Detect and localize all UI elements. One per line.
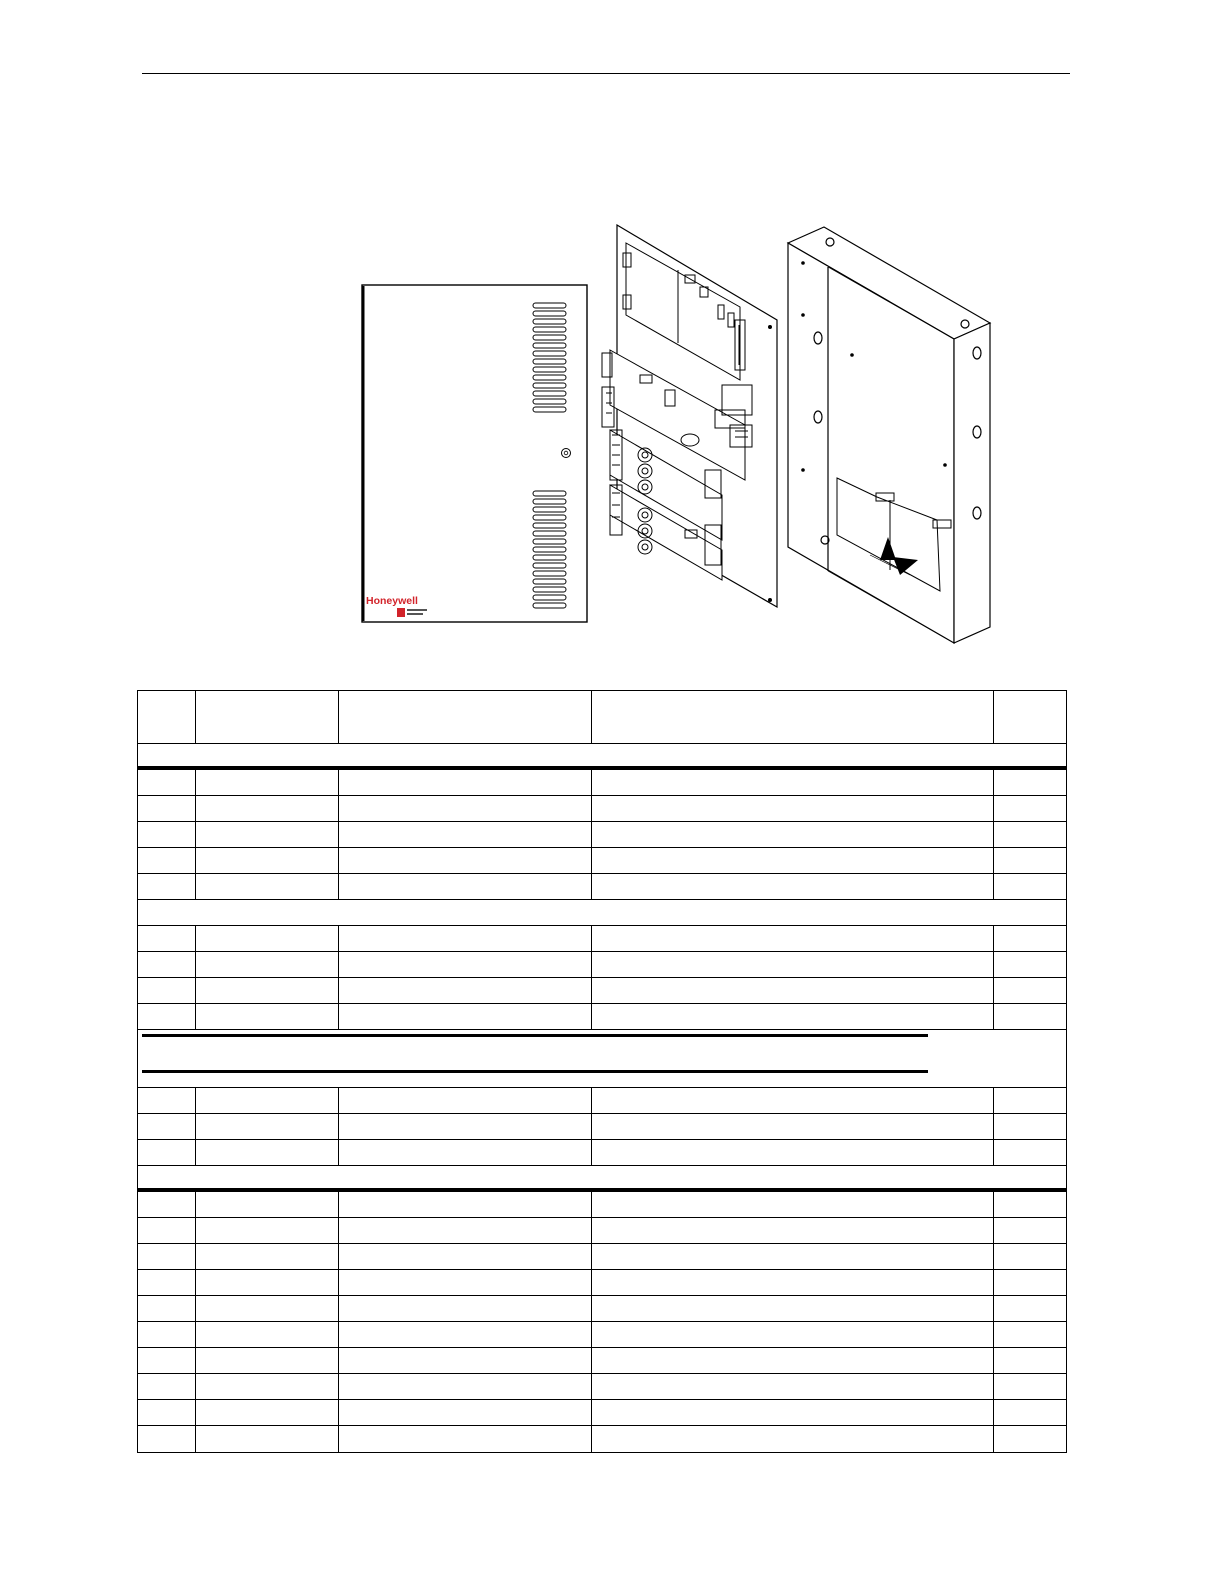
table-cell: [994, 952, 1066, 977]
table-row: [138, 1140, 1066, 1166]
table-cell: [592, 1192, 994, 1217]
table-row: [138, 1348, 1066, 1374]
table-cell: [994, 926, 1066, 951]
table-row: [138, 1192, 1066, 1218]
table-cell: [592, 1296, 994, 1321]
table-cell: [196, 822, 339, 847]
table-cell: [138, 1244, 196, 1269]
table-cell: [592, 1114, 994, 1139]
column-header: [592, 691, 994, 743]
table-cell: [592, 1140, 994, 1165]
table-cell: [994, 1348, 1066, 1373]
table-cell: [196, 1114, 339, 1139]
table-cell: [592, 1004, 994, 1029]
table-cell: [196, 1400, 339, 1425]
table-cell: [138, 1192, 196, 1217]
table-cell: [339, 1088, 592, 1113]
table-cell: [138, 1114, 196, 1139]
table-cell: [994, 1400, 1066, 1425]
table-cell: [339, 770, 592, 795]
table-cell: [339, 848, 592, 873]
table-cell: [196, 1088, 339, 1113]
table-cell: [592, 796, 994, 821]
enclosure-illustration: [340, 215, 1020, 655]
note-rule-top: [142, 1034, 928, 1037]
table-cell: [592, 770, 994, 795]
backplate-with-boards: [602, 225, 777, 607]
table-cell: [592, 926, 994, 951]
table-row: [138, 822, 1066, 848]
table-cell: [592, 1218, 994, 1243]
table-cell: [138, 978, 196, 1003]
table-cell: [138, 822, 196, 847]
table-cell: [339, 1296, 592, 1321]
table-cell: [339, 1004, 592, 1029]
table-row: [138, 1270, 1066, 1296]
table-cell: [138, 952, 196, 977]
table-cell: [339, 1270, 592, 1295]
table-cell: [994, 1296, 1066, 1321]
table-cell: [339, 952, 592, 977]
backbox: [788, 227, 990, 643]
table-cell: [994, 1270, 1066, 1295]
table-cell: [196, 1218, 339, 1243]
table-cell: [339, 1426, 592, 1452]
table-cell: [339, 978, 592, 1003]
table-cell: [994, 848, 1066, 873]
table-cell: [138, 1140, 196, 1165]
table-cell: [592, 1400, 994, 1425]
table-cell: [994, 1322, 1066, 1347]
column-header: [994, 691, 1066, 743]
table-cell: [138, 1296, 196, 1321]
column-header: [138, 691, 196, 743]
table-cell: [138, 1374, 196, 1399]
table-cell: [138, 1348, 196, 1373]
table-row: [138, 874, 1066, 900]
table-cell: [339, 926, 592, 951]
table-cell: [339, 1400, 592, 1425]
table-cell: [994, 1088, 1066, 1113]
enclosure-door: [362, 285, 587, 622]
header-rule: [142, 73, 1070, 74]
table-cell: [994, 1218, 1066, 1243]
section-heading-row: [138, 744, 1066, 770]
table-cell: [592, 874, 994, 899]
table-cell: [994, 1004, 1066, 1029]
table-row: [138, 926, 1066, 952]
table-cell: [592, 978, 994, 1003]
table-cell: [196, 770, 339, 795]
table-row: [138, 848, 1066, 874]
table-cell: [592, 822, 994, 847]
table-row: [138, 1322, 1066, 1348]
table-cell: [196, 1004, 339, 1029]
table-row: [138, 1218, 1066, 1244]
table-row: [138, 1426, 1066, 1452]
table-cell: [196, 1192, 339, 1217]
table-cell: [196, 952, 339, 977]
table-cell: [196, 1140, 339, 1165]
table-cell: [592, 1348, 994, 1373]
note-block: [138, 1030, 1066, 1088]
table-row: [138, 1004, 1066, 1030]
table-cell: [138, 1218, 196, 1243]
table-cell: [339, 1244, 592, 1269]
table-cell: [339, 796, 592, 821]
note-rule-bottom: [142, 1070, 928, 1073]
table-cell: [196, 1426, 339, 1452]
table-row: [138, 1088, 1066, 1114]
table-row: [138, 1296, 1066, 1322]
table-row: [138, 1400, 1066, 1426]
table-cell: [592, 1426, 994, 1452]
table-row: [138, 770, 1066, 796]
table-cell: [339, 1374, 592, 1399]
table-cell: [994, 1192, 1066, 1217]
table-cell: [592, 1088, 994, 1113]
table-cell: [339, 1348, 592, 1373]
table-cell: [138, 1322, 196, 1347]
table-cell: [138, 1270, 196, 1295]
table-cell: [339, 1218, 592, 1243]
table-cell: [994, 1140, 1066, 1165]
table-cell: [994, 1374, 1066, 1399]
table-cell: [196, 1348, 339, 1373]
section-heading-row: [138, 1166, 1066, 1192]
section-heading-row: [138, 900, 1066, 926]
enclosure-exploded-figure: [340, 215, 1020, 655]
table-cell: [994, 770, 1066, 795]
table-cell: [196, 1270, 339, 1295]
table-cell: [196, 796, 339, 821]
table-row: [138, 1374, 1066, 1400]
table-cell: [994, 874, 1066, 899]
table-cell: [339, 822, 592, 847]
table-cell: [138, 1400, 196, 1425]
table-row: [138, 796, 1066, 822]
svg-text:Honeywell: Honeywell: [366, 595, 418, 607]
table-cell: [138, 1088, 196, 1113]
table-cell: [339, 1114, 592, 1139]
table-cell: [339, 874, 592, 899]
table-cell: [994, 822, 1066, 847]
table-row: [138, 952, 1066, 978]
parts-table: [137, 690, 1067, 1453]
table-cell: [196, 1374, 339, 1399]
column-header: [196, 691, 339, 743]
table-cell: [592, 952, 994, 977]
table-cell: [138, 770, 196, 795]
table-cell: [196, 926, 339, 951]
table-cell: [196, 848, 339, 873]
table-cell: [339, 1192, 592, 1217]
table-cell: [339, 1140, 592, 1165]
table-row: [138, 1244, 1066, 1270]
table-cell: [339, 1322, 592, 1347]
table-cell: [138, 796, 196, 821]
table-cell: [592, 1244, 994, 1269]
table-row: [138, 978, 1066, 1004]
table-cell: [138, 1004, 196, 1029]
table-cell: [592, 1270, 994, 1295]
table-cell: [138, 874, 196, 899]
table-cell: [592, 848, 994, 873]
table-cell: [592, 1322, 994, 1347]
table-row: [138, 1114, 1066, 1140]
table-cell: [138, 926, 196, 951]
table-cell: [994, 978, 1066, 1003]
table-cell: [994, 796, 1066, 821]
table-cell: [196, 1322, 339, 1347]
table-cell: [196, 1296, 339, 1321]
table-cell: [196, 1244, 339, 1269]
table-cell: [994, 1244, 1066, 1269]
table-cell: [196, 874, 339, 899]
table-cell: [592, 1374, 994, 1399]
table-cell: [994, 1426, 1066, 1452]
table-cell: [994, 1114, 1066, 1139]
table-header-row: [138, 691, 1066, 744]
table-cell: [138, 848, 196, 873]
column-header: [339, 691, 592, 743]
table-cell: [138, 1426, 196, 1452]
table-cell: [196, 978, 339, 1003]
